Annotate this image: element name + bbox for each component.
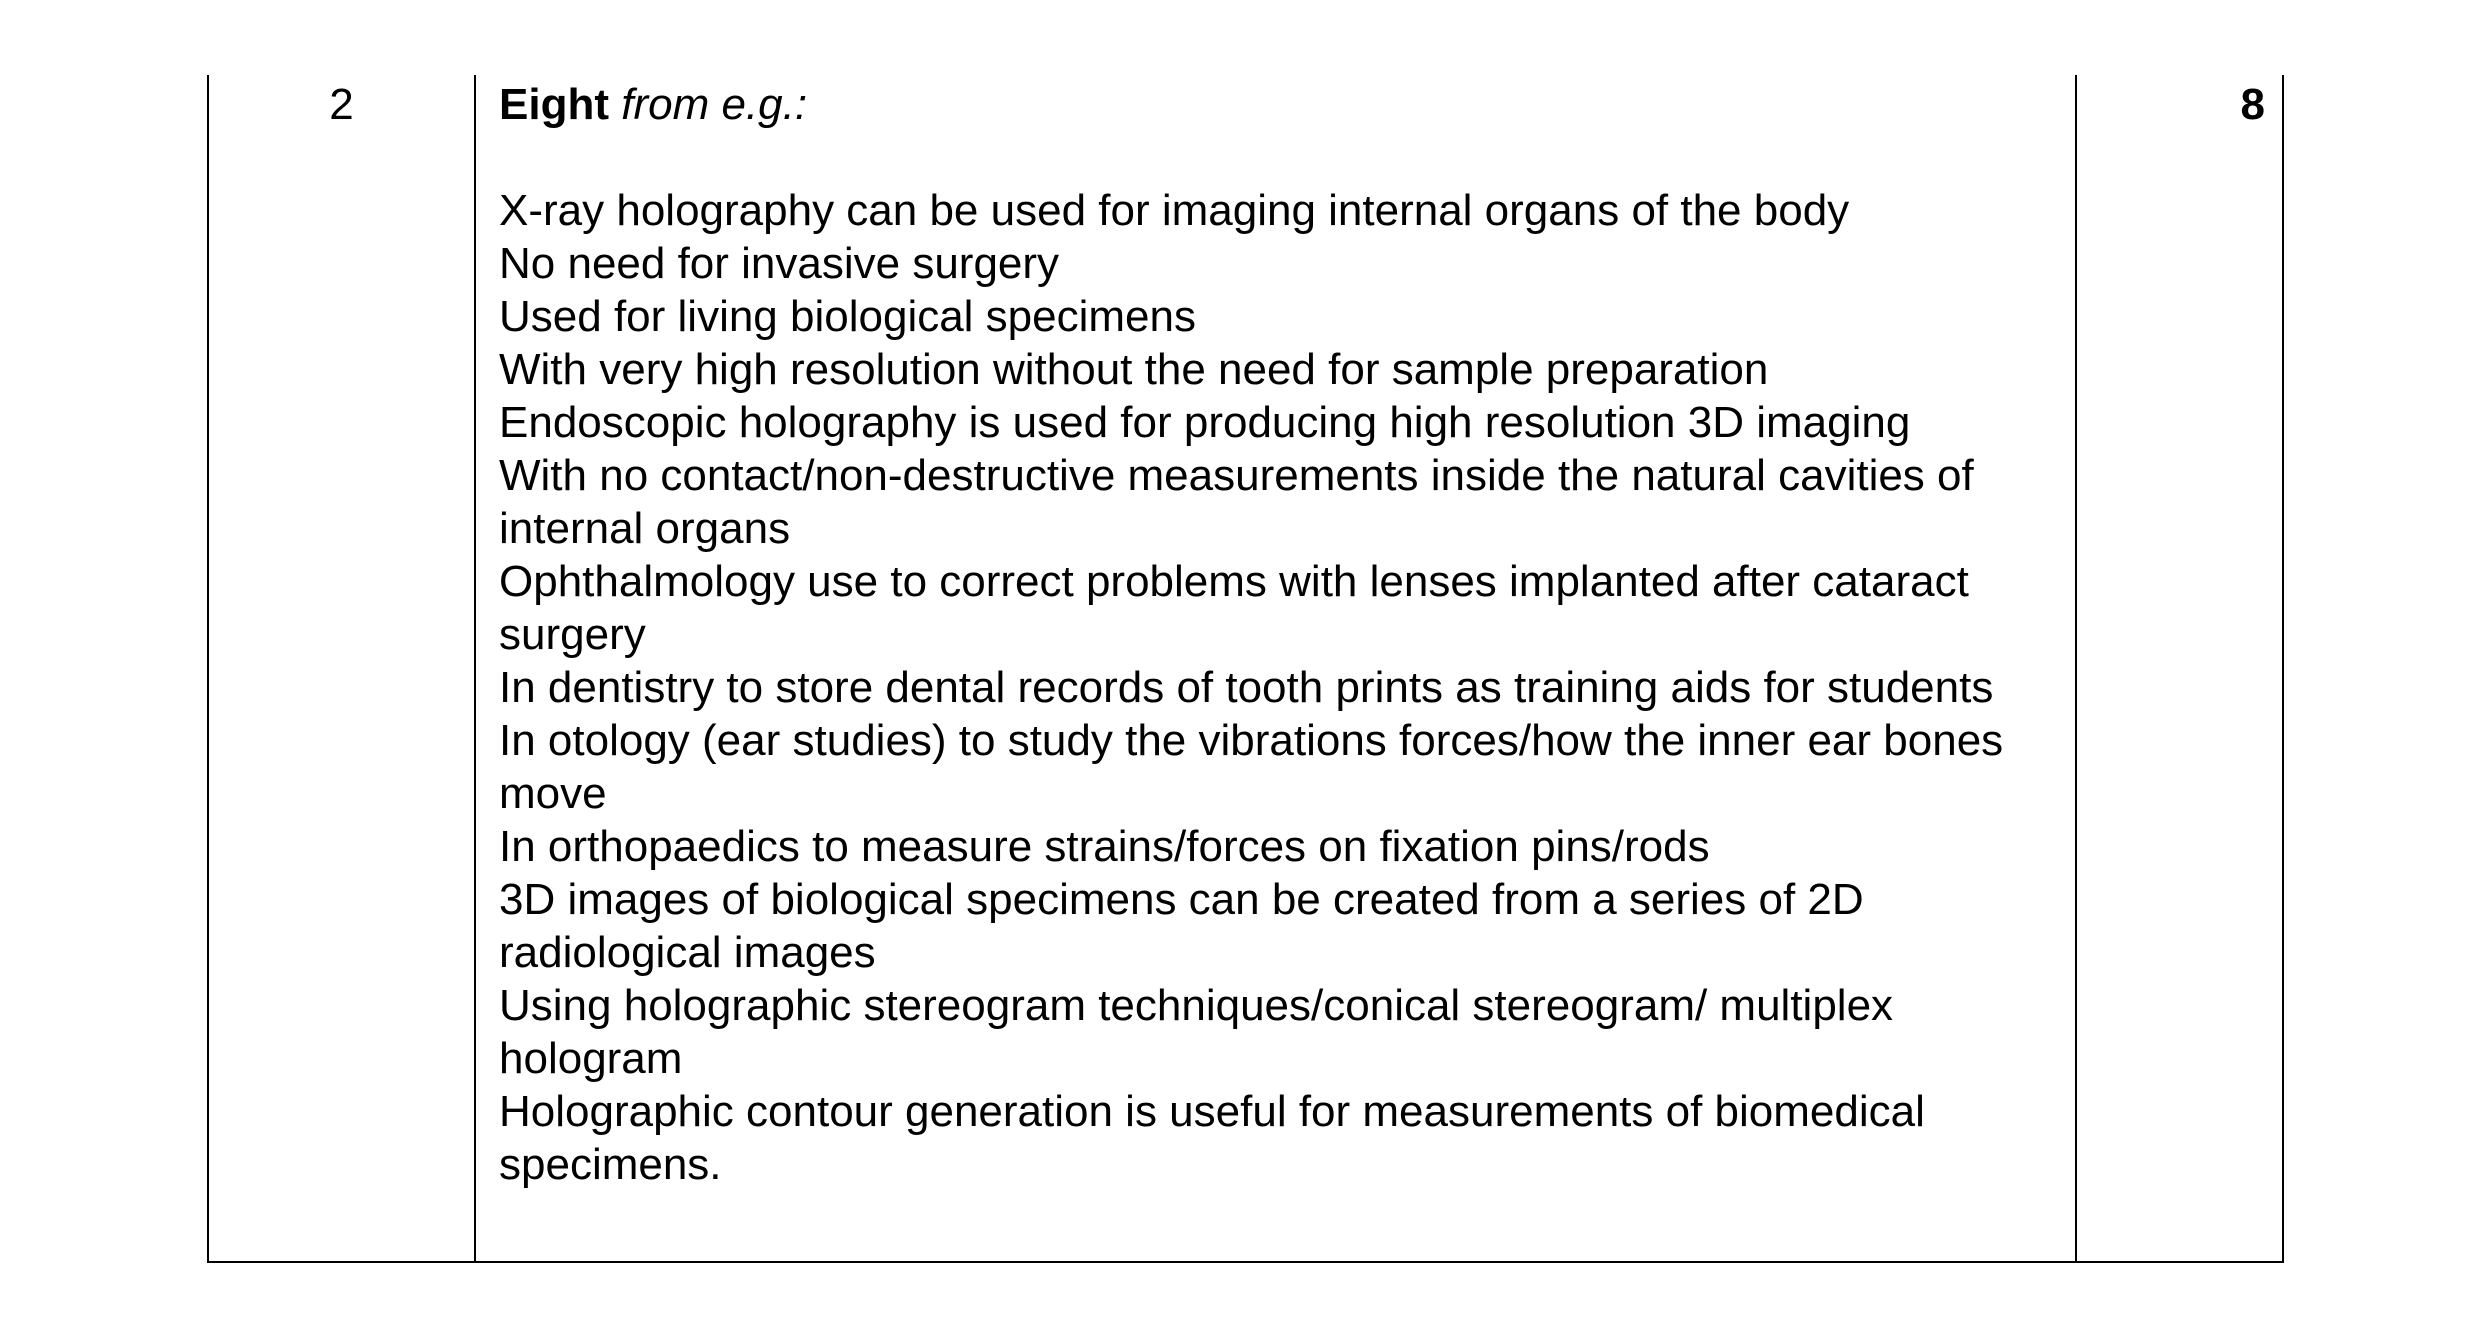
answer-item: In otology (ear studies) to study the vibrations forces/how the inner ear bones move [499,716,2004,818]
answer-item: With very high resolution without the need for sample preparation [499,345,1769,394]
answer-item: No need for invasive surgery [499,239,1060,288]
question-number: 2 [329,80,354,129]
answer-item: In orthopaedics to measure strains/forces on fixation pins/rods [499,822,1710,871]
answer-item: X-ray holography can be used for imaging internal organs of the body [499,186,1850,235]
answer-cell [499,78,2059,1191]
marks-value: 8 [2240,80,2265,129]
answer-item: Endoscopic holography is used for producing high resolution 3D imaging [499,398,1911,447]
answer-item: Used for living biological specimens [499,292,1196,341]
answer-heading [499,78,2059,131]
mark-scheme-table [207,75,2284,1263]
answer-item: In dentistry to store dental records of tooth prints as training aids for students [499,663,1994,712]
answer-item: With no contact/non-destructive measurements inside the natural cavities of internal organs [499,451,1974,553]
answer-item: Ophthalmology use to correct problems with lenses implanted after cataract surgery [499,557,1969,659]
answer-heading-count: Eight [499,80,609,129]
column-divider [474,75,476,1261]
answer-item: 3D images of biological specimens can be created from a series of 2D radiological images [499,875,1864,977]
answer-item: Holographic contour generation is useful for measurements of biomedical specimens. [499,1087,1925,1189]
column-divider [2075,75,2077,1261]
answer-heading-qualifier: from e.g.: [621,80,808,129]
answer-item: Using holographic stereogram techniques/conical stereogram/ multiplex hologram [499,981,1894,1083]
answer-list [499,184,2059,1191]
